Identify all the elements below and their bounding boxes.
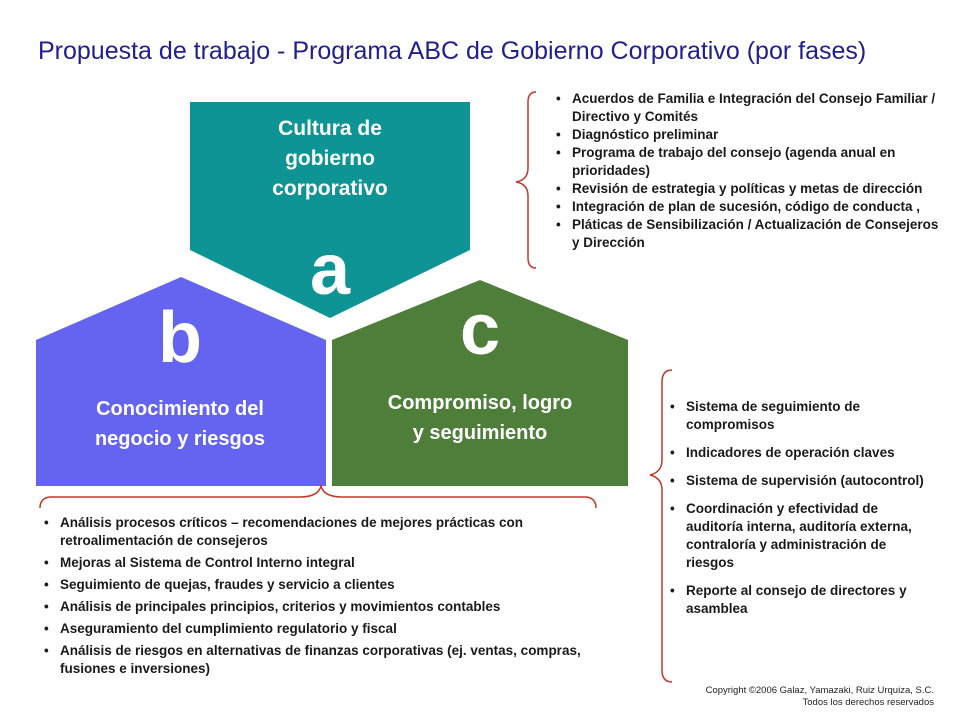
list-item: • Aseguramiento del cumplimiento regulatorio y fiscal: [40, 620, 600, 638]
list-item: • Coordinación y efectividad de auditoría interna, auditoría externa, contraloría y administración de riesgos: [666, 500, 932, 572]
panel-b-label: Conocimiento del negocio y riesgos: [94, 398, 266, 450]
list-item: • Pláticas de Sensibilización / Actualización de Consejeros y Dirección: [552, 216, 942, 252]
list-c: [666, 398, 932, 628]
list-item: • Sistema de seguimiento de compromisos: [666, 398, 932, 434]
list-a: [552, 90, 942, 252]
list-item: • Análisis de principales principios, criterios y movimientos contables: [40, 598, 600, 616]
list-item: • Mejoras al Sistema de Control Interno integral: [40, 554, 600, 572]
list-item: • Diagnóstico preliminar: [552, 126, 942, 144]
list-item: • Indicadores de operación claves: [666, 444, 932, 462]
list-item: • Análisis procesos críticos – recomendaciones de mejores prácticas con retroalimentación de consejeros: [40, 514, 600, 550]
panel-a-label: Cultura de gobierno corporativo: [272, 117, 388, 200]
list-item: • Análisis de riesgos en alternativas de finanzas corporativas (ej. ventas, compras, fusiones e inversiones): [40, 642, 600, 678]
list-item: • Acuerdos de Familia e Integración del Consejo Familiar / Directivo y Comités: [552, 90, 942, 126]
copyright-notice: [706, 685, 934, 709]
brace-a: [516, 92, 536, 268]
copyright-line: Copyright ©2006 Galaz, Yamazaki, Ruiz Urquiza, S.C.: [705, 685, 934, 696]
list-item: • Programa de trabajo del consejo (agenda anual en prioridades): [552, 144, 942, 180]
slide-title: Propuesta de trabajo - Programa ABC de Gobierno Corporativo (por fases): [38, 37, 867, 65]
panel-c-label: Compromiso, logro y seguimiento: [387, 392, 573, 444]
list-item: • Integración de plan de sucesión, código de conducta ,: [552, 198, 942, 216]
list-item: • Seguimiento de quejas, fraudes y servicio a clientes: [40, 576, 600, 594]
list-b: [40, 514, 600, 682]
list-item: • Reporte al consejo de directores y asamblea: [666, 582, 932, 618]
list-item: • Sistema de supervisión (autocontrol): [666, 472, 932, 490]
brace-b: [40, 486, 596, 508]
panel-b-letter: b: [158, 298, 202, 378]
copyright-line: Todos los derechos reservados: [802, 697, 934, 708]
panel-a-letter: a: [309, 230, 351, 310]
panel-c-letter: c: [459, 290, 501, 370]
list-item: • Revisión de estrategia y políticas y metas de dirección: [552, 180, 942, 198]
